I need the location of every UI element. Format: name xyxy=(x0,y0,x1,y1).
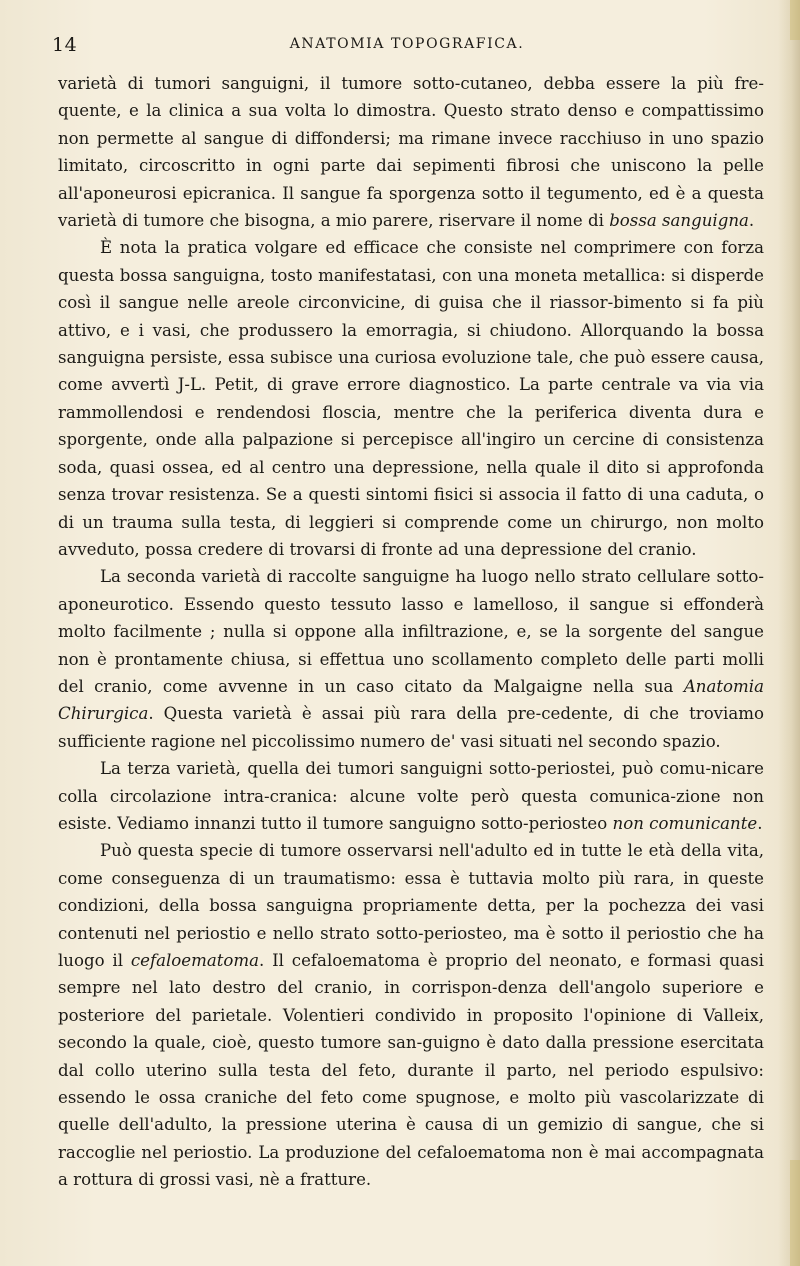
body-text xyxy=(58,70,764,1194)
paragraph xyxy=(58,70,764,234)
italic-term: Anatomia Chirurgica xyxy=(58,676,764,724)
text-run: La seconda varietà di raccolte sanguigne ha luogo nello strato cellulare sotto-aponeurotico. Essendo questo tessuto lasso e lamelloso, il sangue si effonderà molto facilmente ; nulla si oppone alla infiltrazione, e, se la sorgente del sangue non è prontamente chiusa, si effettua uno scollamento completo delle parti molli del cranio, come avvenne in un caso citato da Malgaigne nella sua xyxy=(58,567,764,696)
paragraph xyxy=(58,837,764,1193)
page-edge-stain xyxy=(790,0,800,40)
paragraph xyxy=(58,563,764,755)
text-run: . xyxy=(757,813,763,833)
page-edge-shadow xyxy=(778,0,800,1266)
text-run: È nota la pratica volgare ed efficace che consiste nel comprimere con forza questa bossa sanguigna, tosto manifestatasi, con una moneta metallica: si disperde così il sangue nelle areole circonvicine, di guisa che il riassor-bimento si fa più attivo, e i vasi, che produssero la emorragia, si chiudono. Allorquando la bossa sanguigna persiste, essa subisce una curiosa evoluzione tale, che può essere causa, come avvertì J-L. Petit, di grave errore diagnostico. La parte centrale va via via rammollendosi e rendendosi floscia, mentre che la periferica diventa dura e sporgente, onde alla palpazione si percepisce all'ingiro un cercine di consistenza soda, quasi ossea, ed al centro una depressione, nella quale il dito si approfonda senza trovar resistenza. Se a questi sintomi fisici si associa il fatto di una caduta, o di un trauma sulla testa, di leggieri si comprende come un chirurgo, non molto avveduto, possa credere di trovarsi di fronte ad una depressione del cranio. xyxy=(58,238,764,559)
running-title: ANATOMIA TOPOGRAFICA. xyxy=(289,36,525,52)
text-run: varietà di tumori sanguigni, il tumore sotto-cutaneo, debba essere la più fre-quente, e la clinica a sua volta lo dimostra. Questo strato denso e compattissimo non permette al sangue di diffondersi; ma rimane invece racchiuso in uno spazio limitato, circoscritto in ogni parte dai sepimenti fibrosi che uniscono la pelle all'aponeurosi epicranica. Il sangue fa sporgenza sotto il tegumento, ed è a questa varietà di tumore che bisogna, a mio parere, riservare il nome di xyxy=(58,74,764,231)
text-run: . xyxy=(748,211,755,231)
page-edge-stain xyxy=(790,1160,800,1266)
text-run: . Il cefaloematoma è proprio del neonato, e formasi quasi sempre nel lato destro del cranio, in corrispon-denza dell'angolo superiore e posteriore del parietale. Volentieri condivido in proposito l'opinione di Valleix, secondo la quale, cioè, questo tumore san-guigno è dato dalla pressione esercitata dal collo uterino sulla testa del feto, durante il parto, nel periodo espulsivo: essendo le ossa craniche del feto come spugnose, e molto più vascolarizzate di quelle dell'adulto, la pressione uterina è causa di un gemizio di sangue, che si raccoglie nel periostio. La produzione del cefaloematoma non è mai accompagnata a rottura di grossi vasi, nè a fratture. xyxy=(58,951,764,1190)
italic-term: cefaloematoma xyxy=(130,951,260,970)
page-header xyxy=(52,34,762,58)
text-run: . Questa varietà è assai più rara della pre-cedente, di che troviamo sufficiente ragione nel piccolissimo numero de' vasi situati nel secondo spazio. xyxy=(58,704,764,751)
paragraph xyxy=(58,755,764,837)
paragraph xyxy=(58,234,764,563)
page-number: 14 xyxy=(52,34,78,56)
text-run: La terza varietà, quella dei tumori sanguigni sotto-periostei, può comu-nicare colla circolazione intra-cranica: alcune volte però questa comunica-zione non esiste. Vediamo innanzi tutto il tumore sanguigno sotto-periosteo xyxy=(58,759,764,833)
italic-term: bossa sanguigna xyxy=(609,211,749,231)
italic-term: non comunicante xyxy=(612,813,758,833)
text-run: Può questa specie di tumore osservarsi nell'adulto ed in tutte le età della vita, come conseguenza di un traumatismo: essa è tuttavia molto più rara, in queste condizioni, della bossa sanguigna propriamente detta, per la pochezza dei vasi contenuti nel periostio e nello strato sotto-periosteo, ma è sotto il periostio che ha luogo il xyxy=(58,841,764,970)
